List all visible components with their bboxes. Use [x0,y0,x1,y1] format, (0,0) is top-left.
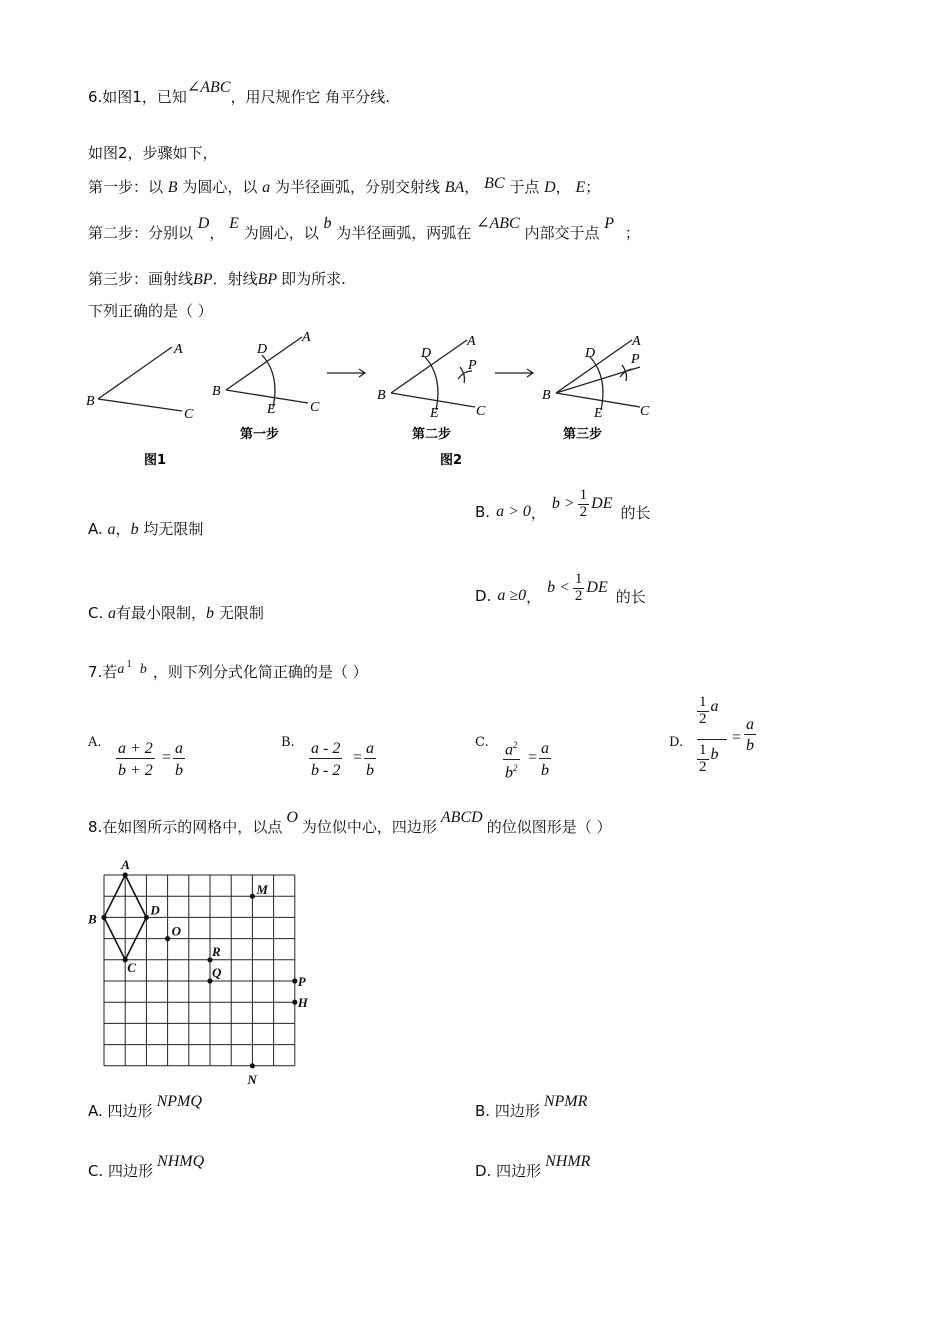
option-letter: C. [475,735,489,750]
option-compound-fraction [697,695,731,785]
step3-label-e: E [594,406,603,421]
option-rhs: DE [591,495,613,513]
compound-numerator [697,695,719,728]
option-sep: ， [526,587,542,606]
fraction-den: 2 [579,503,588,520]
grid-label-a: A [121,857,130,872]
q6-stem-angle: ∠ABC [186,79,231,96]
q6-step2-text2: 为圆心，以 [243,224,319,242]
option-text: 的长 [615,587,646,606]
step3-ray-bc [556,393,640,407]
fraction-den: b [539,758,551,780]
option-lhs: b < [547,579,570,597]
option-var-b: b [206,605,215,622]
step3-label-p: P [631,352,640,367]
fraction-num: a + 2 [118,740,153,757]
step2-label-b: B [377,388,386,403]
option-rhs: DE [586,579,608,597]
step3-label-d: D [585,346,596,361]
caption-fig1: 图1 [144,453,167,468]
q6-step1-BC: BC [484,175,505,192]
option-result-fraction [173,741,185,780]
option-letter: A. [88,1102,103,1120]
option-shape: NPMQ [156,1093,202,1110]
q6-step3-BP2: BP [257,271,278,288]
q8-grid-figure [84,855,324,1087]
grid-label-d: D [150,902,160,918]
grid-point-d [144,915,149,920]
q6-ask: 下列正确的是（ ） [88,302,213,320]
option-condition: a > 0 [496,503,531,521]
option-result-fraction [364,741,376,780]
fraction-den: b [364,758,376,780]
grid-label-h: H [297,995,308,1011]
q6-stem-suffix: ，用尺规作它 角平分线. [230,88,391,106]
q6-step1-sep1: ， [464,178,480,196]
grid-point-b [101,915,106,920]
q6-option-a[interactable] [88,518,203,539]
q7-stem-sup: 1 [126,658,132,670]
option-text2: 无限制 [218,604,264,622]
option-var-a: a [107,521,116,538]
grid-point-m [250,894,255,899]
q6-line2: 如图2，步骤如下， [88,144,218,162]
option-text: 的长 [620,503,651,522]
q8-stem-suffix: 的位似图形是（ ） [486,818,612,836]
q6-option-d[interactable] [475,571,646,613]
option-text: 有最小限制， [116,604,207,622]
q6-step1 [88,176,600,197]
fig1-label-a: A [174,342,183,357]
step2-ray-bc [391,393,475,407]
fraction-num: 1 [579,487,588,503]
option-sep: ， [530,503,546,522]
option-letter: C. [88,1162,104,1180]
grid-point-o [165,936,170,941]
q6-step1-E: E [575,179,586,196]
option-letter: A. [88,520,103,538]
option-sep: ， [115,520,131,538]
fraction-den-exponent: 2 [513,763,518,774]
option-fraction [573,572,585,605]
q6-step3-text3: 即为所求. [281,270,346,288]
option-letter: B. [475,503,491,522]
option-equals: = [732,729,742,746]
fraction-num: a [746,716,754,733]
q6-step1-B: B [167,179,178,196]
fraction-num [503,741,520,759]
grid-label-m: M [256,882,268,898]
option-shape: NPMR [543,1093,588,1110]
q6-step1-end: ； [585,178,601,196]
q7-stem-a: a [117,662,125,677]
option-equals: = [528,749,538,766]
fraction-den: b [173,758,185,780]
step1-label-d: D [257,342,268,357]
fraction-num: 1 [699,694,707,710]
fraction-num: 1 [574,571,583,587]
compound-num-fraction [697,695,709,728]
grid-label-b: B [88,911,97,927]
option-var-a: a [108,605,117,622]
fraction-den: 2 [699,758,707,775]
q6-step2-text: 第二步：分别以 [88,224,194,242]
grid-label-c: C [127,959,136,975]
q8-stem-prefix: 8.在如图所示的网格中，以点 [88,818,283,836]
grid-point-a [123,872,128,877]
step3-label-c: C [640,404,650,419]
step1-label-c: C [310,400,320,415]
q6-step1-text2: 为圆心，以 [182,178,258,196]
option-shape: NHMR [545,1153,591,1170]
q6-step1-text3: 为半径画弧，分别交射线 [274,178,440,196]
fig1-label-c: C [184,407,194,422]
option-lhs: b > [551,495,575,513]
step3-label-a: A [632,334,641,349]
q7-stem-prefix: 7.若 [88,663,118,681]
step2-label-d: D [421,346,432,361]
option-fraction [578,488,590,521]
grid-point-h [292,1000,297,1005]
option-shape: NHMQ [157,1153,205,1170]
fraction-den: b + 2 [116,758,155,780]
q6-step2-text4: 内部交于点 [524,224,600,242]
q6-step1-a: a [262,179,271,196]
q6-step1-D: D [544,179,556,196]
q6-stem [88,79,391,107]
fraction-num: a [175,740,183,757]
grid-label-r: R [212,943,221,959]
fraction-num-exponent: 2 [513,740,518,750]
q6-option-b[interactable] [475,487,651,529]
option-letter: B. [281,735,295,750]
q8-option-b[interactable] [475,1093,588,1121]
option-letter: D. [475,1162,492,1180]
q6-option-c[interactable] [88,602,264,623]
option-letter: D. [669,735,684,750]
step3-arc [590,357,603,410]
q7-stem-suffix: ，则下列分式化简正确的是（ ） [152,663,368,681]
q6-step1-text4: 于点 [509,178,540,196]
q7-stem [88,658,368,682]
fraction-num: 1 [699,742,707,758]
q6-step1-sep2: ， [555,178,571,196]
grid-label-p: P [297,974,306,989]
option-equals: = [353,749,363,766]
fraction-den-base: b [505,764,513,782]
fig1-label-b: B [86,394,95,409]
option-letter: D. [475,587,492,606]
q6-step3-text2: ．射线 [212,270,258,288]
option-fraction [503,741,520,782]
option-text: 四边形 [496,1162,542,1180]
step2-label-e: E [430,406,439,421]
grid-label-o: O [171,923,181,939]
option-result-fraction [539,741,551,780]
grid-point-p [292,978,297,983]
caption-step1: 第一步 [240,427,280,442]
q6-step2-end: ； [624,224,640,242]
step2-label-p: P [468,358,477,373]
q6-step2-D: D [197,215,210,232]
q8-stem [88,809,612,837]
option-fraction [309,741,342,780]
step3-label-b: B [542,388,551,403]
q7-stem-b: b [139,662,147,677]
option-fraction [116,741,155,780]
q6-step2-sep: ， [209,224,225,242]
fraction-den: 2 [574,587,583,604]
caption-step2: 第二步 [412,427,452,442]
q6-step2-text3: 为半径画弧，两弧在 [336,224,472,242]
compound-num-var: a [710,698,719,716]
option-equals: = [162,749,172,766]
option-text: 四边形 [108,1162,154,1180]
fraction-num-base: a [505,741,513,759]
q8-option-d[interactable] [475,1153,591,1181]
fraction-den [503,759,520,782]
option-text: 均无限制 [143,520,204,538]
option-text: 四边形 [107,1102,153,1120]
q6-figure [80,325,670,475]
step1-label-e: E [267,402,276,417]
grid-label-q: Q [212,965,222,980]
q6-stem-prefix: 6.如图1，已知 [88,88,187,106]
q8-stem-mid: 为位似中心，四边形 [301,818,437,836]
option-letter: C. [88,604,104,622]
q8-stem-O: O [286,809,298,826]
step1-label-b: B [212,384,221,399]
compound-bar [697,739,727,740]
step2-label-c: C [476,404,486,419]
compound-denominator [697,743,719,776]
q6-step2-b: b [323,215,332,232]
grid-point-n [250,1063,255,1068]
option-var-b: b [130,521,139,538]
fraction-num: a - 2 [311,740,341,757]
option-letter: B. [475,1102,491,1120]
option-condition: a ≥0 [497,587,527,605]
fraction-den: b - 2 [309,758,342,780]
q6-step2-P: P [604,215,615,232]
q6-step3-BP: BP [193,271,213,288]
fraction-den: 2 [699,710,707,727]
caption-fig2: 图2 [440,453,463,468]
step2-arc [425,357,438,410]
step2-label-a: A [467,334,476,349]
caption-step3: 第三步 [563,427,603,442]
q8-stem-ABCD: ABCD [440,809,483,826]
q6-step2-angle: ∠ABC [476,215,520,232]
fig1-ray-ba [98,347,172,399]
q8-option-a[interactable] [88,1093,202,1121]
compound-den-var: b [710,746,719,764]
grid-label-n: N [247,1071,257,1087]
fig1-ray-bc [98,399,182,411]
q8-option-c[interactable] [88,1153,205,1181]
fraction-num: a [541,740,549,757]
fraction-num: a [366,740,374,757]
q6-step2 [88,215,640,243]
q6-step1-BA: BA [444,179,465,196]
option-result-fraction [744,717,756,755]
q6-step3 [88,268,346,289]
option-text: 四边形 [494,1102,540,1120]
option-letter: A. [88,735,102,750]
q6-step3-text: 第三步：画射线 [88,270,194,288]
compound-den-fraction [697,743,709,776]
step1-label-a: A [302,330,311,345]
fraction-den: b [744,734,756,755]
q6-step2-E: E [229,215,239,232]
q6-step1-text: 第一步：以 [88,178,164,196]
